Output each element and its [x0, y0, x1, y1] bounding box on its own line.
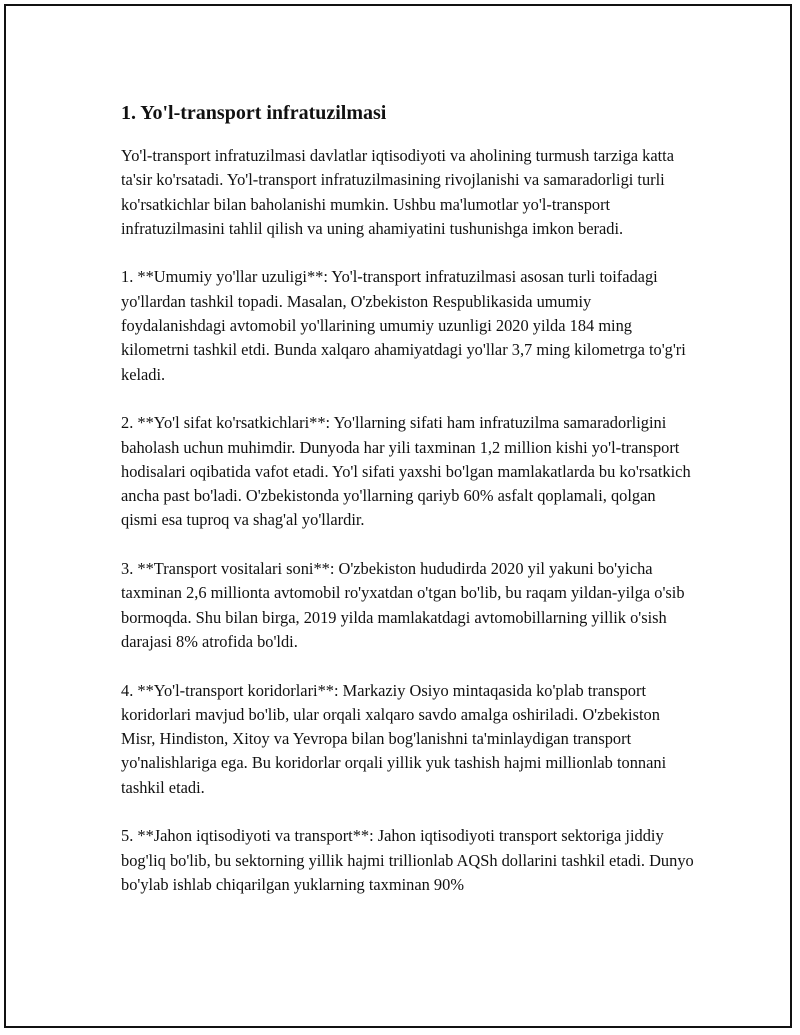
paragraph-transport-corridors: 4. **Yo'l-transport koridorlari**: Markaziy Osiyo mintaqasida ko'plab transport koridorlari mavjud bo'lib, ular orqali xalqaro savdo amalga oshiriladi. O'zbekiston Misr, Hindiston, Xitoy va Yevropa bilan bog'lanishni ta'minlaydigan transport yo'nalishlariga ega. Bu koridorlar orqali yillik yuk tashish hajmi millionlab tonnani tashkil etadi. — [121, 680, 667, 797]
paragraph-vehicle-count: 3. **Transport vositalari soni**: O'zbekiston hududirda 2020 yil yakuni bo'yicha taxminan 2,6 millionta avtomobil ro'yxatdan o'tgan bo'lib, bu raqam yildan-yilga o'sib bormoqda. Shu bilan birga, 2019 yilda mamlakatdagi avtomobillarning yillik o'sish darajasi 8% atrofida bo'ldi. — [121, 559, 685, 651]
document-body — [121, 98, 696, 922]
intro-paragraph: Yo'l-transport infratuzilmasi davlatlar iqtisodiyoti va aholining turmush tarziga katta ta'sir ko'rsatadi. Yo'l-transport infratuzilmasining rivojlanishi va samaradorligi turli ko'rsatkichlar bilan baholanishi mumkin. Ushbu ma'lumotlar yo'l-transport infratuzilmasini tahlil qilish va uning ahamiyatini tushunishga imkon beradi. — [121, 146, 674, 238]
section-heading: 1. Yo'l-transport infratuzilmasi — [121, 102, 387, 124]
paragraph-world-economy: 5. **Jahon iqtisodiyoti va transport**: Jahon iqtisodiyoti transport sektoriga jiddiy bog'liq bo'lib, bu sektorning yillik hajmi trillionlab AQSh dollarini tashkil etadi. Dunyo bo'ylab ishlab chiqarilgan yuklarning taxminan 90% — [121, 826, 694, 894]
page-frame — [4, 4, 792, 1028]
paragraph-road-length: 1. **Umumiy yo'llar uzuligi**: Yo'l-transport infratuzilmasi asosan turli toifadagi yo'llardan tashkil topadi. Masalan, O'zbekiston Respublikasida umumiy foydalanishdagi avtomobil yo'llarining umumiy uzunligi 2020 yilda 184 ming kilometrni tashkil etdi. Bunda xalqaro ahamiyatdagi yo'llar 3,7 ming kilometrga to'g'ri keladi. — [121, 267, 686, 384]
paragraph-road-quality: 2. **Yo'l sifat ko'rsatkichlari**: Yo'llarning sifati ham infratuzilma samaradorligini baholash uchun muhimdir. Dunyoda har yili taxminan 1,2 million kishi yo'l-transport hodisalari oqibatida vafot etadi. Yo'l sifati yaxshi bo'lgan mamlakatlarda bu ko'rsatkich ancha past bo'ladi. O'zbekistonda yo'llarning qariyb 60% asfalt qoplamali, qolgan qismi esa tuproq va shag'al yo'llardir. — [121, 413, 691, 530]
